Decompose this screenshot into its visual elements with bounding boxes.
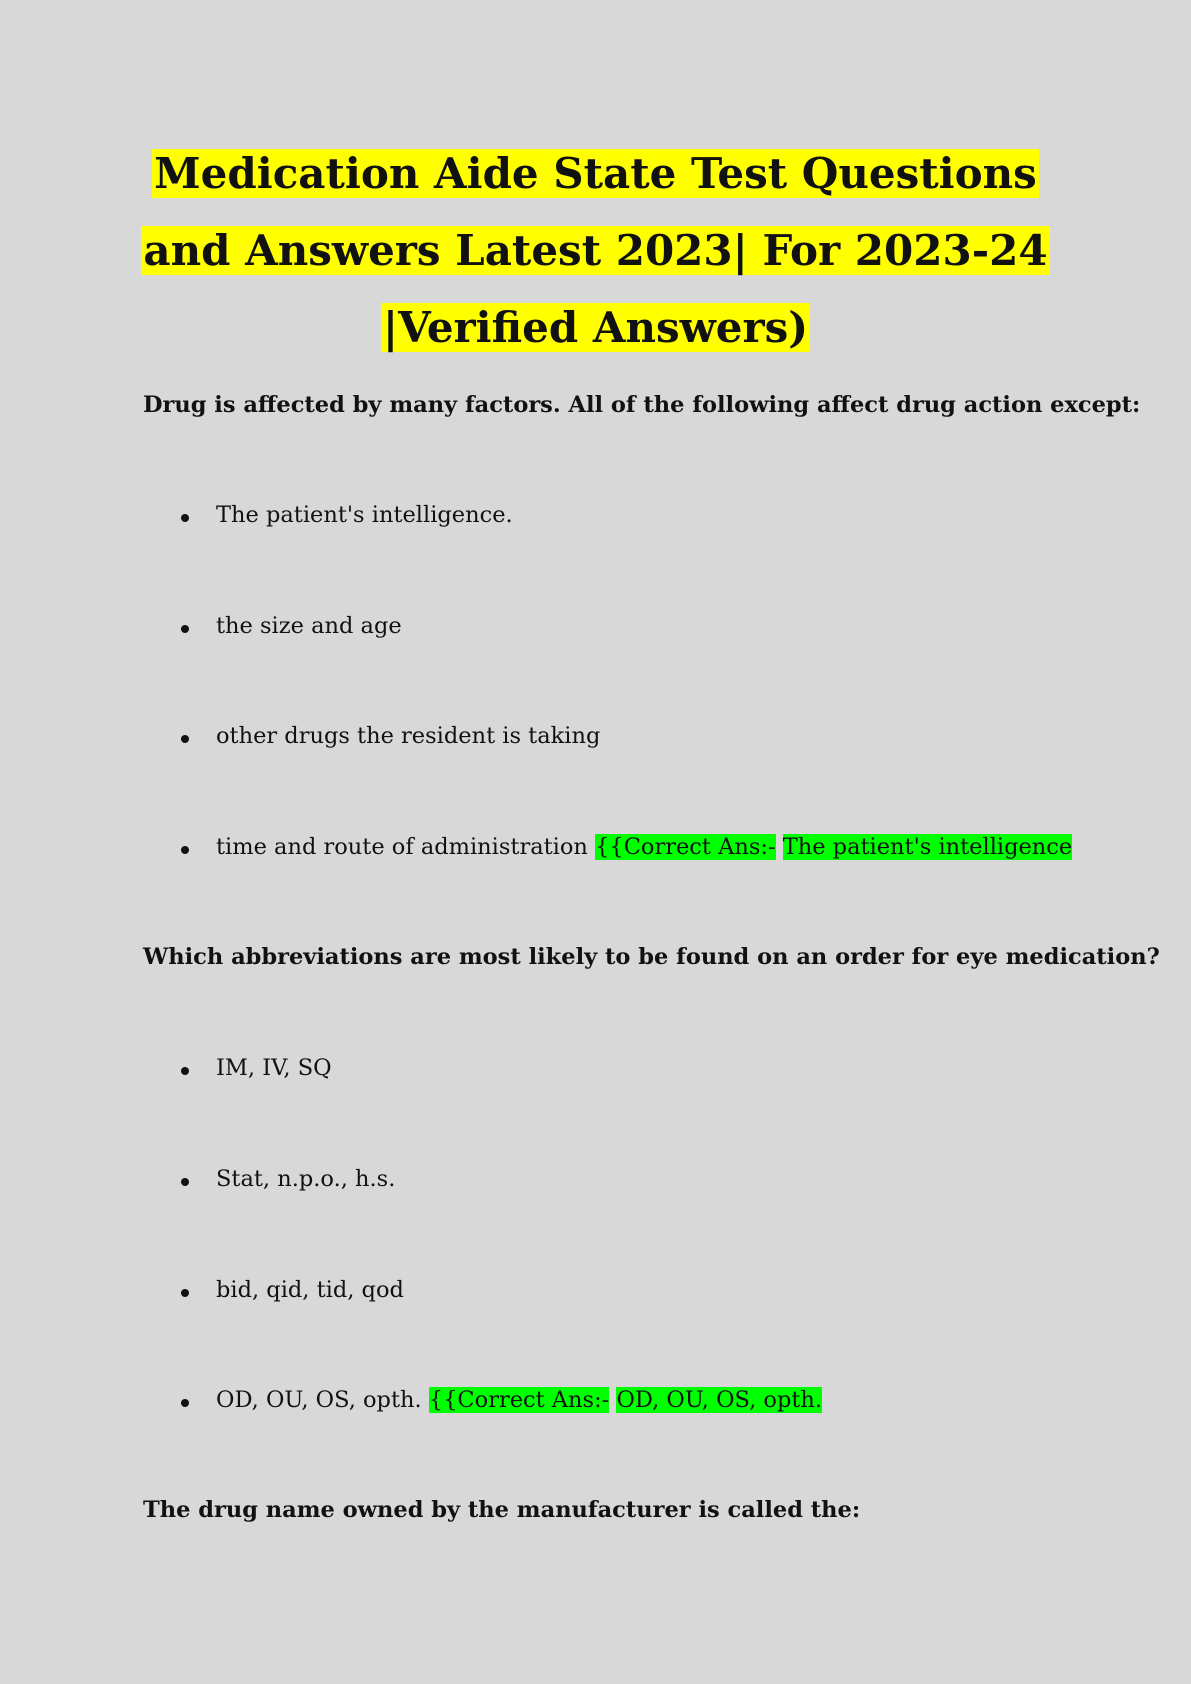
bullet-icon (181, 846, 189, 854)
correct-answer-text: OD, OU, OS, opth. (616, 1387, 823, 1413)
bullet-icon (181, 1178, 189, 1186)
question-1-option-2: the size and age (216, 613, 402, 639)
title-line-3: |Verified Answers) (382, 303, 809, 352)
bullet-icon (181, 514, 189, 522)
question-1: Drug is affected by many factors. All of the following affect drug action except: (143, 392, 1141, 418)
question-2-option-1: IM, IV, SQ (216, 1055, 332, 1081)
bullet-icon (181, 735, 189, 743)
question-2-option-4-text: OD, OU, OS, opth. (216, 1387, 422, 1413)
title-line-2: and Answers Latest 2023| For 2023-24 (143, 226, 1048, 275)
question-2-option-4 (216, 1387, 822, 1413)
bullet-icon (181, 1067, 189, 1075)
bullet-icon (181, 1399, 189, 1407)
question-3: The drug name owned by the manufacturer is called the: (143, 1497, 861, 1523)
question-1-option-4-text: time and route of administration (216, 834, 588, 860)
bullet-icon (181, 1289, 189, 1297)
question-1-option-3: other drugs the resident is taking (216, 723, 601, 749)
document-title (100, 135, 1091, 366)
bullet-icon (181, 625, 189, 633)
question-1-option-1: The patient's intelligence. (216, 502, 513, 528)
question-2-option-2: Stat, n.p.o., h.s. (216, 1166, 396, 1192)
question-2: Which abbreviations are most likely to be found on an order for eye medication? (143, 944, 1160, 970)
correct-answer-prefix: {{Correct Ans:- (595, 834, 776, 860)
question-2-option-3: bid, qid, tid, qod (216, 1277, 404, 1303)
correct-answer-prefix: {{Correct Ans:- (428, 1387, 610, 1413)
title-line-1: Medication Aide State Test Questions (154, 149, 1037, 198)
question-1-option-4 (216, 834, 1072, 860)
correct-answer-text: The patient's intelligence (782, 834, 1073, 860)
